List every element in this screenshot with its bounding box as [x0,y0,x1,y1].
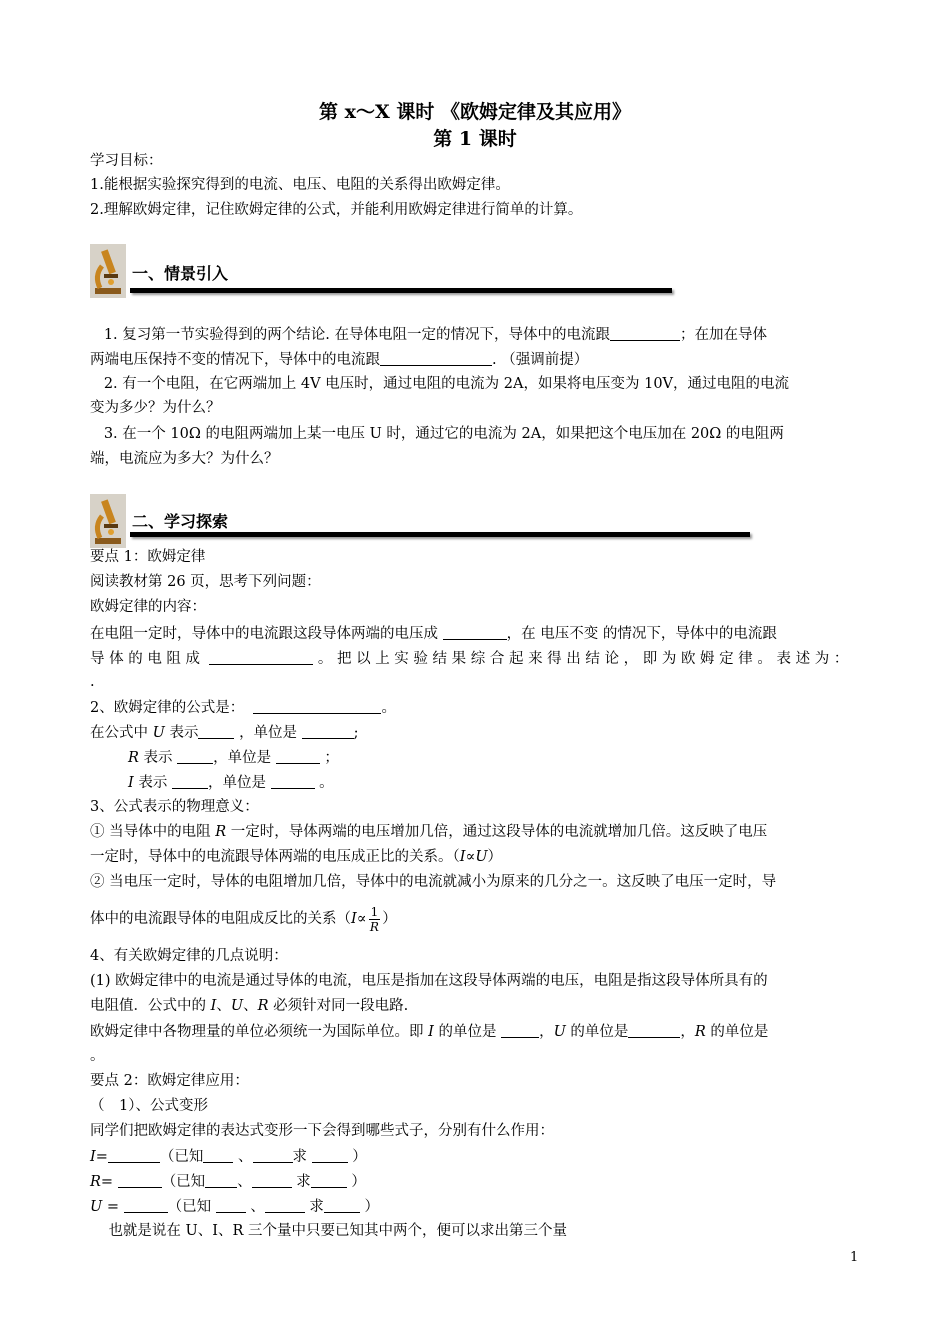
u-line: 在公式中 U 表示 ，单位是 ; [90,722,862,743]
blank-i-known1[interactable] [203,1146,233,1163]
section-header-2 [90,494,770,550]
point-2-heading: 要点 2：欧姆定律应用： [90,1073,249,1089]
section-rule-2 [130,532,750,537]
intro-q3-line1: 3. 在一个 10Ω 的电阻两端加上某一电压 U 时，通过它的电流为 2A，如果把这个电压加在 20Ω 的电阻两 [103,426,784,442]
notes-heading: 4、有关欧姆定律的几点说明： [90,948,288,964]
blank-r-unit[interactable] [276,747,320,764]
blank-r-known2[interactable] [252,1171,292,1188]
note-1-line2: 电阻值．公式中的 I、U、R 必须针对同一段电路. [90,998,409,1014]
law-content-heading: 欧姆定律的内容： [90,599,206,615]
formula-u-row: U = （已知 、 求 ） [90,1196,862,1217]
fraction-1-over-r: $\frac{1}{R}$ [369,904,379,934]
section-title-2: 二、学习探索 [132,512,229,531]
blank-u-known2[interactable] [265,1196,305,1213]
blank-r-meaning[interactable] [177,747,213,764]
blank-i-expr[interactable] [108,1146,160,1163]
intro-q1-line1: 1. 复习第一节实验得到的两个结论. 在导体电阻一定的情况下，导体中的电流跟 ；在加在导体 [90,324,862,345]
section-rule-1 [130,288,672,293]
conclusion-line: 也就是说在 U、I、R 三个量中只要已知其中两个，便可以求出第三个量 [108,1223,568,1239]
note-1-line1: (1) 欧姆定律中的电流是通过导体的电流，电压是指加在这段导体两端的电压，电阻是指这段导体所具有的 [90,973,768,989]
meaning-2-line2: 体中的电流跟导体的电阻成反比的关系（I∝ $\frac{1}{R}$ ） [90,904,397,934]
blank-u-unit[interactable] [302,722,354,739]
intro-q1-line2: 两端电压保持不变的情况下，导体中的电流跟 . （强调前提） [90,349,862,370]
blank-law-1[interactable] [443,623,507,640]
page-number: 1 [850,1250,859,1265]
blank-r-ask[interactable] [311,1171,347,1188]
blank-i-unit[interactable] [271,772,315,789]
law-line2: 导 体 的 电 阻 成 。 把 以 上 实 验 结 果 综 合 起 来 得 出 结 论 ， 即 为 欧 姆 定 律 。 表 述 为 ： [90,648,862,669]
goal-2: 2.理解欧姆定律，记住欧姆定律的公式，并能利用欧姆定律进行简单的计算。 [90,202,583,218]
microscope-icon [90,494,126,548]
intro-q2-line2: 变为多少？为什么？ [90,400,221,416]
law-line1: 在电阻一定时，导体中的电流跟这段导体两端的电压成 ，在 电压不变 的情况下，导体中的电流跟 [90,623,862,644]
blank-q1-1[interactable] [610,324,680,341]
blank-unit-u[interactable] [628,1021,680,1038]
goals-heading: 学习目标： [90,153,163,169]
blank-i-meaning[interactable] [172,772,208,789]
section-header-1 [90,244,690,300]
formula-r-row: R= （已知 、 求 ） [90,1171,862,1192]
i-line: I 表示 ，单位是 。 [128,772,900,793]
meaning-2-line1: ② 当电压一定时，导体的电阻增加几倍，导体中的电流就减小为原来的几分之一。这反映了电压一定时，导 [90,874,777,890]
blank-q1-2[interactable] [380,349,492,366]
document-title: 第 x～X 课时 《欧姆定律及其应用》 [319,101,631,123]
blank-u-expr[interactable] [124,1196,168,1213]
goal-1: 1.能根据实验探究得到的电流、电压、电阻的关系得出欧姆定律。 [90,177,510,193]
law-line3: . [90,674,95,690]
intro-q3-line2: 端，电流应为多大？为什么？ [90,451,279,467]
formula-i-row: I= （已知 、 求 ） [90,1146,862,1167]
point-1-heading: 要点 1：欧姆定律 [90,549,206,565]
blank-u-known1[interactable] [216,1196,246,1213]
blank-unit-i[interactable] [501,1021,539,1038]
units-line2: 。 [90,1048,105,1064]
read-instruction: 阅读教材第 26 页，思考下列问题： [90,574,321,590]
meaning-1-line2: 一定时，导体中的电流跟导体两端的电压成正比的关系。（I∝U） [90,849,503,865]
meaning-heading: 3、公式表示的物理意义： [90,799,259,815]
blank-i-ask[interactable] [312,1146,348,1163]
blank-r-expr[interactable] [118,1171,162,1188]
formula-line: 2、欧姆定律的公式是： 。 [90,697,862,718]
document-subtitle: 第 1 课时 [433,128,517,150]
blank-u-meaning[interactable] [198,722,234,739]
blank-i-known2[interactable] [253,1146,293,1163]
transform-heading: （ 1）、公式变形 [90,1098,208,1114]
r-line: R 表示 ，单位是 ； [128,747,900,768]
transform-question: 同学们把欧姆定律的表达式变形一下会得到哪些式子，分别有什么作用： [90,1123,554,1139]
blank-formula[interactable] [253,697,381,714]
units-line: 欧姆定律中各物理量的单位必须统一为国际单位。即 I 的单位是 ，U 的单位是 ，R 的单位是 [90,1021,862,1042]
intro-q2-line1: 2. 有一个电阻，在它两端加上 4V 电压时，通过电阻的电流为 2A，如果将电压变为 10V，通过电阻的电流 [103,376,790,392]
microscope-icon [90,244,126,298]
blank-u-ask[interactable] [324,1196,360,1213]
meaning-1-line1: ① 当导体中的电阻 R 一定时，导体两端的电压增加几倍，通过这段导体的电流就增加几倍。这反映了电压 [90,824,768,840]
blank-r-known1[interactable] [205,1171,237,1188]
blank-law-2[interactable] [209,648,313,665]
section-title-1: 一、情景引入 [132,264,229,283]
